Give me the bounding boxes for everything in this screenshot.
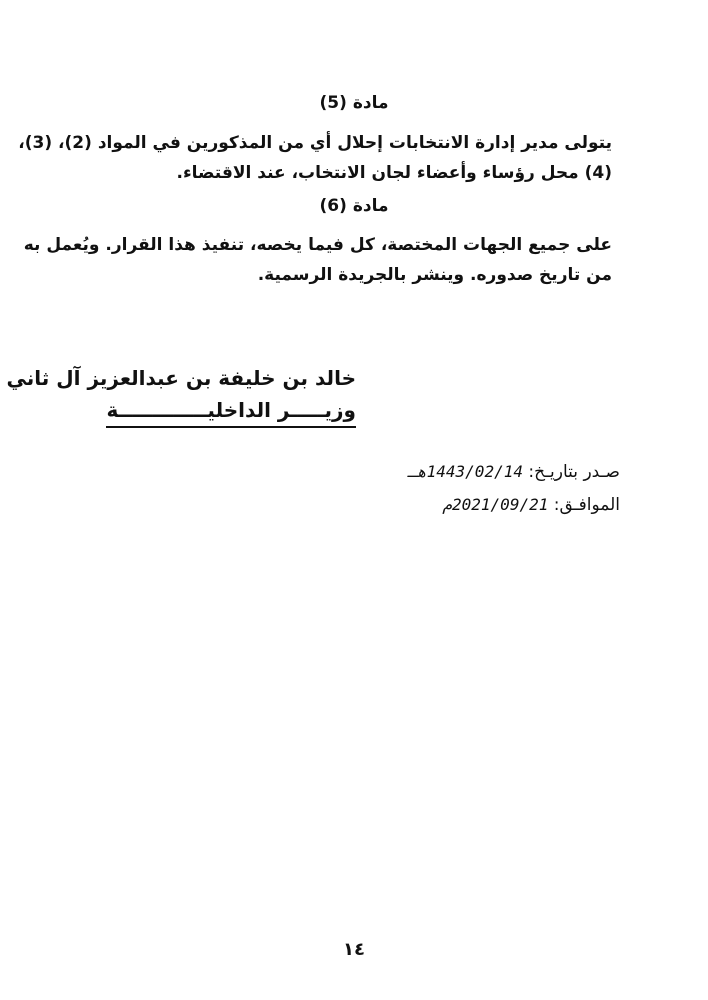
corresponding-date-line — [442, 495, 620, 515]
article-5-body — [18, 128, 612, 188]
article-6-line-2: من تاريخ صدوره. وينشر بالجريدة الرسمية. — [257, 265, 612, 285]
corresponding-label: الموافـق: — [553, 495, 620, 515]
hijri-date: 1443/02/14هـ — [407, 462, 523, 481]
article-6-line-1: على جميع الجهات المختصة، كل فيما يخصه، تنفيذ هذا القرار. ويُعمل به — [23, 235, 612, 255]
article-6-heading: مادة (6) — [319, 196, 389, 216]
article-5-line-1: يتولى مدير إدارة الانتخابات إحلال أي من المذكورين في المواد (2)، (3)، — [18, 133, 612, 153]
page-number: ١٤ — [343, 939, 365, 960]
article-5-heading: مادة (5) — [319, 93, 389, 113]
article-5-line-2: (4) محل رؤساء وأعضاء لجان الانتخاب، عند الاقتضاء. — [176, 163, 612, 183]
signatory-name: خالد بن خليفة بن عبدالعزيز آل ثاني — [6, 366, 356, 390]
signatory-title: وزيـــــر الداخليـــــــــــــة — [106, 398, 356, 428]
article-6-body — [23, 230, 612, 290]
issued-label: صـدر بتاريـخ: — [528, 462, 620, 482]
issued-date-line — [407, 462, 620, 482]
gregorian-date: 2021/09/21م — [442, 495, 549, 514]
